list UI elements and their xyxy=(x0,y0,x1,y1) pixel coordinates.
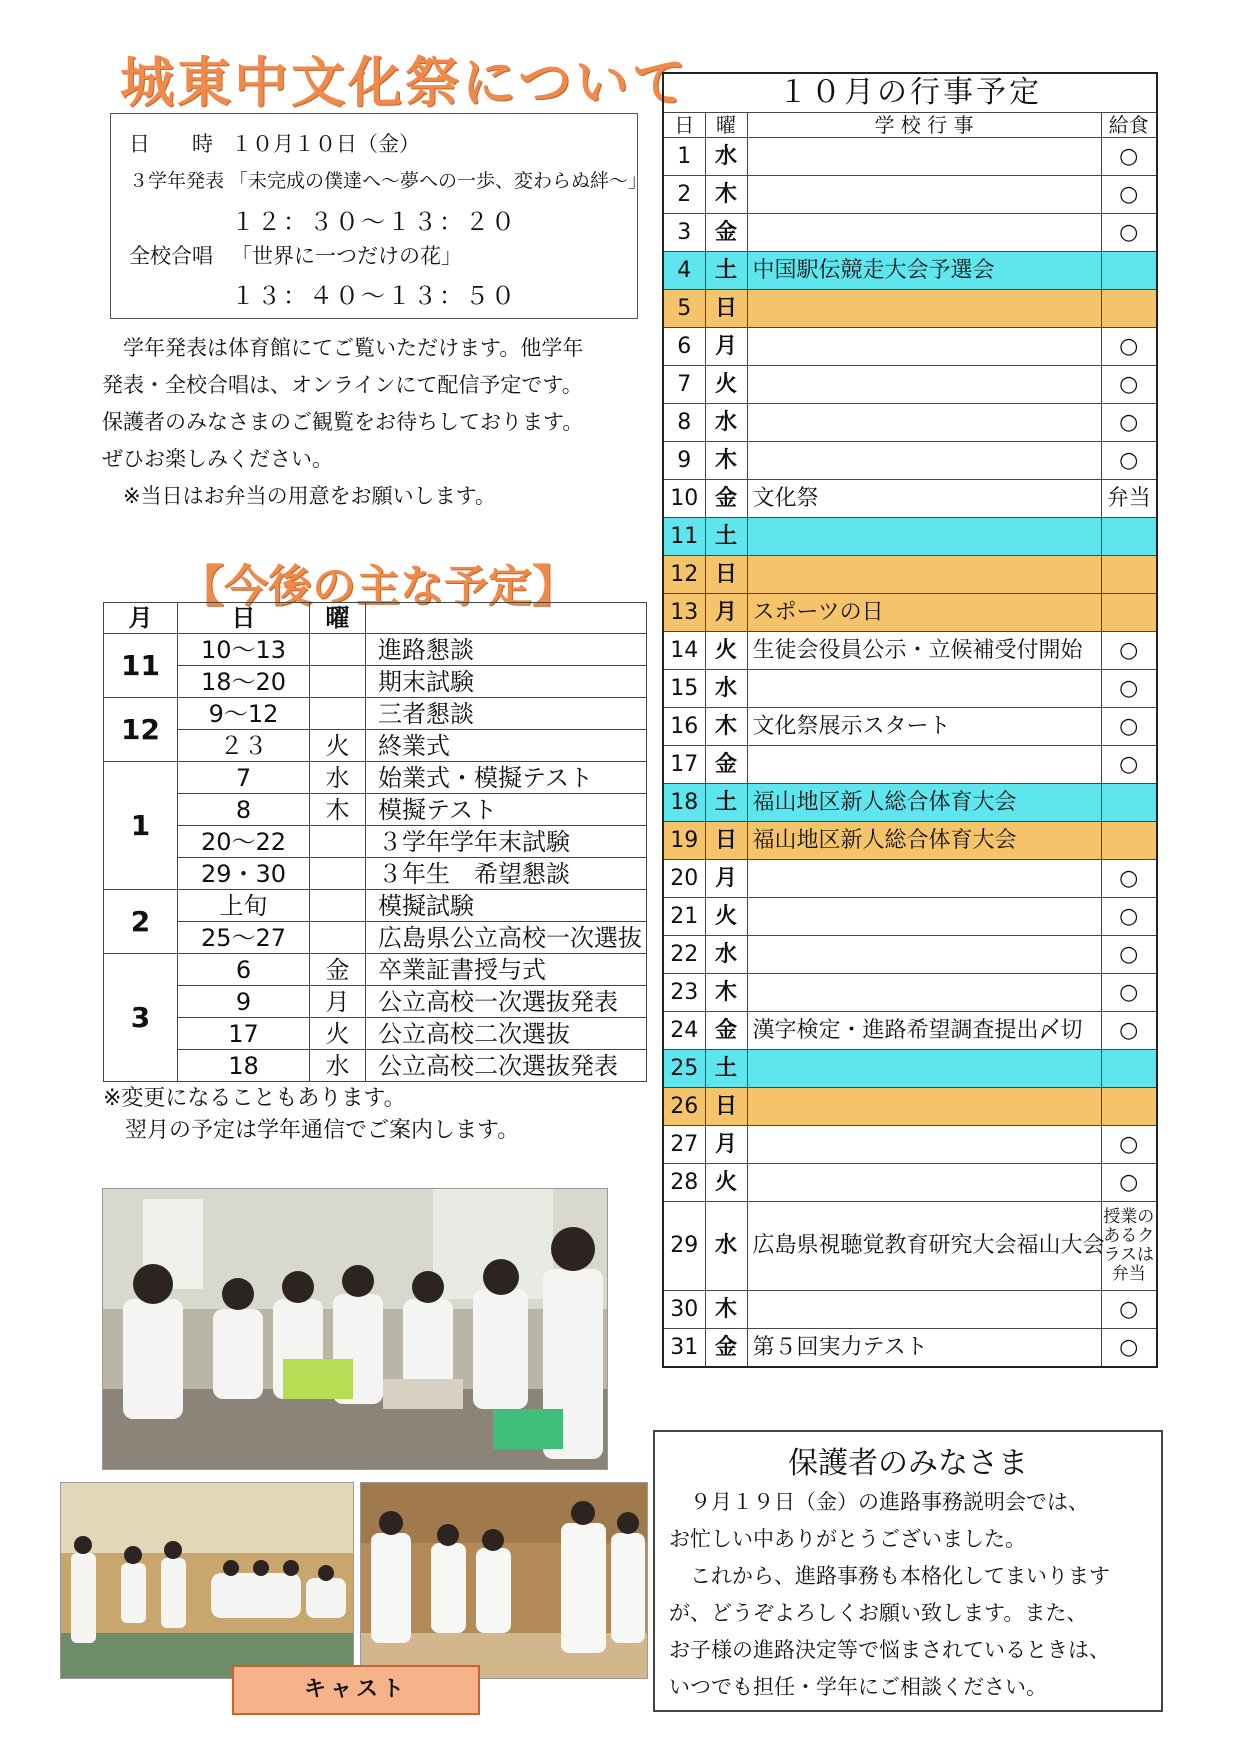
calendar-day: 12 xyxy=(663,556,705,594)
photo-rehearsal-gym-2 xyxy=(360,1482,648,1679)
calendar-lunch: ○ xyxy=(1101,1012,1157,1050)
calendar-dow: 火 xyxy=(705,898,747,936)
date-label: 日 時 xyxy=(129,132,213,156)
calendar-dow: 月 xyxy=(705,594,747,632)
calendar-day: 4 xyxy=(663,252,705,290)
schedule-event: 卒業証書授与式 xyxy=(366,954,647,986)
schedule-table xyxy=(103,602,647,1082)
schedule-dow: 水 xyxy=(310,762,366,794)
calendar-lunch: ○ xyxy=(1101,974,1157,1012)
schedule-day: 6 xyxy=(178,954,310,986)
calendar-header-event: 学 校 行 事 xyxy=(747,113,1101,138)
festival-desc-line: ※当日はお弁当の用意をお願いします。 xyxy=(102,484,496,508)
calendar-event xyxy=(747,518,1101,556)
calendar-day: 17 xyxy=(663,746,705,784)
calendar-dow: 金 xyxy=(705,1329,747,1368)
cast-label: キャスト xyxy=(232,1665,480,1715)
calendar-lunch: ○ xyxy=(1101,1164,1157,1202)
calendar-day: 24 xyxy=(663,1012,705,1050)
calendar-event xyxy=(747,936,1101,974)
schedule-notes xyxy=(103,1083,663,1147)
calendar-day: 23 xyxy=(663,974,705,1012)
calendar-row xyxy=(663,632,1157,670)
calendar-day: 30 xyxy=(663,1291,705,1329)
schedule-event: 模擬試験 xyxy=(366,890,647,922)
guardians-line: お子様の進路決定等で悩まされているときは、 xyxy=(669,1638,1110,1662)
calendar-event: 第５回実力テスト xyxy=(747,1329,1101,1368)
festival-description xyxy=(102,330,642,515)
calendar-row xyxy=(663,480,1157,518)
schedule-day: 上旬 xyxy=(178,890,310,922)
calendar-dow: 土 xyxy=(705,1050,747,1088)
calendar-event: 広島県視聴覚教育研究大会福山大会 xyxy=(747,1202,1101,1291)
schedule-row xyxy=(104,1050,647,1082)
schedule-day: 17 xyxy=(178,1018,310,1050)
calendar-dow: 土 xyxy=(705,518,747,556)
calendar-lunch: ○ xyxy=(1101,404,1157,442)
calendar-day: 1 xyxy=(663,138,705,176)
festival-title: 城東中文化祭について xyxy=(120,51,689,114)
calendar-event: 生徒会役員公示・立候補受付開始 xyxy=(747,632,1101,670)
photo-gym2-image xyxy=(361,1483,647,1678)
schedule-day: 9 xyxy=(178,986,310,1018)
schedule-day: 25～27 xyxy=(178,922,310,954)
calendar-dow: 金 xyxy=(705,746,747,784)
calendar-header-day: 日 xyxy=(663,113,705,138)
calendar-row xyxy=(663,556,1157,594)
schedule-row xyxy=(104,858,647,890)
calendar-lunch: ○ xyxy=(1101,936,1157,974)
schedule-row xyxy=(104,890,647,922)
calendar-day: 31 xyxy=(663,1329,705,1368)
calendar-dow: 日 xyxy=(705,822,747,860)
calendar-lunch: 授業のあるクラスは弁当 xyxy=(1101,1202,1157,1291)
schedule-row xyxy=(104,986,647,1018)
calendar-event xyxy=(747,746,1101,784)
calendar-dow: 木 xyxy=(705,974,747,1012)
schedule-day: 8 xyxy=(178,794,310,826)
calendar-day: 22 xyxy=(663,936,705,974)
grade3-time: １２：３０～１３：２０ xyxy=(231,208,517,236)
calendar-event xyxy=(747,898,1101,936)
calendar-event: 文化祭 xyxy=(747,480,1101,518)
calendar-row xyxy=(663,366,1157,404)
calendar-dow: 木 xyxy=(705,176,747,214)
calendar-event: スポーツの日 xyxy=(747,594,1101,632)
choir-label: 全校合唱 xyxy=(129,244,213,268)
grade3-title: 「未完成の僕達へ～夢への一歩、変わらぬ絆～」 xyxy=(229,170,648,192)
calendar-event xyxy=(747,328,1101,366)
calendar-row xyxy=(663,670,1157,708)
calendar-lunch: ○ xyxy=(1101,1126,1157,1164)
calendar-dow: 月 xyxy=(705,328,747,366)
schedule-row xyxy=(104,1018,647,1050)
schedule-dow xyxy=(310,826,366,858)
schedule-dow: 木 xyxy=(310,794,366,826)
schedule-dow: 金 xyxy=(310,954,366,986)
calendar-row xyxy=(663,518,1157,556)
calendar-lunch: ○ xyxy=(1101,366,1157,404)
calendar-row xyxy=(663,1050,1157,1088)
calendar-row xyxy=(663,1164,1157,1202)
schedule-month: 2 xyxy=(104,890,178,954)
guardians-line: が、どうぞよろしくお願い致します。また、 xyxy=(669,1601,1088,1625)
calendar-row xyxy=(663,936,1157,974)
schedule-dow xyxy=(310,890,366,922)
calendar-header-lunch: 給食 xyxy=(1101,113,1157,138)
calendar-event xyxy=(747,176,1101,214)
festival-info-box xyxy=(110,113,648,319)
schedule-day: 18 xyxy=(178,1050,310,1082)
schedule-dow: 火 xyxy=(310,1018,366,1050)
calendar-event xyxy=(747,1050,1101,1088)
schedule-event: 進路懇談 xyxy=(366,634,647,666)
calendar-dow: 水 xyxy=(705,670,747,708)
calendar-day: 18 xyxy=(663,784,705,822)
choir-title: 「世界に一つだけの花」 xyxy=(231,244,462,268)
calendar-lunch: ○ xyxy=(1101,328,1157,366)
schedule-row xyxy=(104,922,647,954)
calendar-lunch: ○ xyxy=(1101,746,1157,784)
schedule-day: 18～20 xyxy=(178,666,310,698)
calendar-row xyxy=(663,1126,1157,1164)
calendar-day: 26 xyxy=(663,1088,705,1126)
calendar-day: 7 xyxy=(663,366,705,404)
calendar-row xyxy=(663,1329,1157,1368)
photo-rehearsal-classroom xyxy=(102,1188,608,1470)
calendar-dow: 土 xyxy=(705,784,747,822)
date-value: １０月１０日（金） xyxy=(231,132,420,156)
schedule-dow xyxy=(310,922,366,954)
calendar-dow: 火 xyxy=(705,366,747,404)
schedule-row xyxy=(104,954,647,986)
calendar-event xyxy=(747,214,1101,252)
calendar-dow: 火 xyxy=(705,632,747,670)
schedule-dow xyxy=(310,698,366,730)
schedule-day: 29・30 xyxy=(178,858,310,890)
calendar-dow: 木 xyxy=(705,1291,747,1329)
schedule-day: 7 xyxy=(178,762,310,794)
calendar-row xyxy=(663,328,1157,366)
schedule-row xyxy=(104,634,647,666)
guardians-title: 保護者のみなさま xyxy=(788,1446,1028,1481)
calendar-row xyxy=(663,138,1157,176)
calendar-dow: 水 xyxy=(705,1202,747,1291)
calendar-day: 3 xyxy=(663,214,705,252)
guardians-line: いつでも担任・学年にご相談ください。 xyxy=(669,1675,1047,1699)
schedule-row xyxy=(104,698,647,730)
calendar-row xyxy=(663,214,1157,252)
calendar-row xyxy=(663,1291,1157,1329)
calendar-event: 中国駅伝競走大会予選会 xyxy=(747,252,1101,290)
schedule-day: 9～12 xyxy=(178,698,310,730)
schedule-dow xyxy=(310,858,366,890)
calendar-dow: 金 xyxy=(705,214,747,252)
calendar-row xyxy=(663,290,1157,328)
calendar-lunch: ○ xyxy=(1101,860,1157,898)
calendar-lunch: ○ xyxy=(1101,1291,1157,1329)
calendar-row xyxy=(663,442,1157,480)
calendar-header-dow: 曜 xyxy=(705,113,747,138)
calendar-day: 9 xyxy=(663,442,705,480)
schedule-event: 公立高校二次選抜発表 xyxy=(366,1050,647,1082)
calendar-day: 20 xyxy=(663,860,705,898)
schedule-event: 三者懇談 xyxy=(366,698,647,730)
schedule-event: 広島県公立高校一次選抜 xyxy=(366,922,647,954)
schedule-month: 3 xyxy=(104,954,178,1082)
schedule-day: 10～13 xyxy=(178,634,310,666)
calendar-day: 6 xyxy=(663,328,705,366)
calendar-row xyxy=(663,822,1157,860)
schedule-dow: 水 xyxy=(310,1050,366,1082)
calendar-event xyxy=(747,670,1101,708)
schedule-row xyxy=(104,762,647,794)
calendar-day: 28 xyxy=(663,1164,705,1202)
festival-desc-line: ぜひお楽しみください。 xyxy=(102,447,333,471)
calendar-lunch: ○ xyxy=(1101,214,1157,252)
schedule-day: 20～22 xyxy=(178,826,310,858)
calendar-dow: 土 xyxy=(705,252,747,290)
calendar-row xyxy=(663,784,1157,822)
schedule-dow xyxy=(310,666,366,698)
calendar-event: 福山地区新人総合体育大会 xyxy=(747,822,1101,860)
calendar-event xyxy=(747,138,1101,176)
calendar-dow: 金 xyxy=(705,480,747,518)
calendar-row xyxy=(663,860,1157,898)
calendar-lunch xyxy=(1101,594,1157,632)
calendar-dow: 月 xyxy=(705,1126,747,1164)
calendar-lunch: ○ xyxy=(1101,442,1157,480)
calendar-title: １０月の行事予定 xyxy=(663,73,1157,113)
choir-time: １３：４０～１３：５０ xyxy=(231,282,517,310)
calendar-event xyxy=(747,974,1101,1012)
calendar-day: 16 xyxy=(663,708,705,746)
calendar-dow: 水 xyxy=(705,936,747,974)
festival-desc-line: 学年発表は体育館にてご覧いただけます。他学年 xyxy=(102,336,584,360)
calendar-event: 漢字検定・進路希望調査提出〆切 xyxy=(747,1012,1101,1050)
calendar-row xyxy=(663,974,1157,1012)
calendar-event: 福山地区新人総合体育大会 xyxy=(747,784,1101,822)
schedule-month: 11 xyxy=(104,634,178,698)
schedule-event: 公立高校二次選抜 xyxy=(366,1018,647,1050)
photo-gym1-image xyxy=(61,1483,353,1678)
calendar-event xyxy=(747,860,1101,898)
calendar-row xyxy=(663,404,1157,442)
calendar-dow: 水 xyxy=(705,404,747,442)
schedule-event: ３学年学年末試験 xyxy=(366,826,647,858)
calendar-row xyxy=(663,746,1157,784)
calendar-lunch xyxy=(1101,822,1157,860)
festival-desc-line: 保護者のみなさまのご観覧をお待ちしております。 xyxy=(102,410,584,434)
calendar-day: 15 xyxy=(663,670,705,708)
calendar-event xyxy=(747,1164,1101,1202)
calendar-lunch xyxy=(1101,290,1157,328)
calendar-day: 27 xyxy=(663,1126,705,1164)
schedule-event: 終業式 xyxy=(366,730,647,762)
calendar-day: 19 xyxy=(663,822,705,860)
schedule-dow: 月 xyxy=(310,986,366,1018)
schedule-month: 12 xyxy=(104,698,178,762)
calendar-lunch xyxy=(1101,1088,1157,1126)
calendar-lunch: ○ xyxy=(1101,670,1157,708)
calendar-row xyxy=(663,1088,1157,1126)
calendar-day: 10 xyxy=(663,480,705,518)
schedule-note: ※変更になることもあります。 xyxy=(103,1086,406,1111)
schedule-dow xyxy=(310,634,366,666)
schedule-event: 公立高校一次選抜発表 xyxy=(366,986,647,1018)
photo-classroom-image xyxy=(103,1189,607,1469)
festival-desc-line: 発表・全校合唱は、オンラインにて配信予定です。 xyxy=(102,373,583,397)
calendar-event xyxy=(747,1088,1101,1126)
calendar-row xyxy=(663,176,1157,214)
calendar-event xyxy=(747,442,1101,480)
calendar-lunch xyxy=(1101,1050,1157,1088)
guardians-line: ９月１９日（金）の進路事務説明会では、 xyxy=(669,1490,1089,1514)
calendar-day: 29 xyxy=(663,1202,705,1291)
guardians-line: お忙しい中ありがとうございました。 xyxy=(669,1527,1026,1551)
calendar-day: 8 xyxy=(663,404,705,442)
schedule-event: ３年生 希望懇談 xyxy=(366,858,647,890)
calendar-row xyxy=(663,594,1157,632)
schedule-note: 翌月の予定は学年通信でご案内します。 xyxy=(103,1118,520,1143)
calendar-event xyxy=(747,1291,1101,1329)
calendar-lunch: ○ xyxy=(1101,138,1157,176)
calendar-event xyxy=(747,290,1101,328)
calendar-row xyxy=(663,1202,1157,1291)
schedule-header-row xyxy=(104,603,647,634)
calendar-lunch: ○ xyxy=(1101,632,1157,670)
schedule-event: 模擬テスト xyxy=(366,794,647,826)
calendar-row xyxy=(663,252,1157,290)
calendar-lunch: ○ xyxy=(1101,176,1157,214)
calendar-dow: 月 xyxy=(705,860,747,898)
calendar-event: 文化祭展示スタート xyxy=(747,708,1101,746)
schedule-row xyxy=(104,666,647,698)
schedule-event: 期末試験 xyxy=(366,666,647,698)
schedule-row xyxy=(104,826,647,858)
calendar-lunch xyxy=(1101,252,1157,290)
schedule-dow: 火 xyxy=(310,730,366,762)
calendar-lunch: 弁当 xyxy=(1101,480,1157,518)
grade3-label: ３学年発表 xyxy=(129,170,225,192)
calendar-day: 5 xyxy=(663,290,705,328)
calendar-event xyxy=(747,404,1101,442)
calendar-dow: 木 xyxy=(705,708,747,746)
schedule-day: ２３ xyxy=(178,730,310,762)
calendar-row xyxy=(663,1012,1157,1050)
calendar-lunch xyxy=(1101,784,1157,822)
october-calendar xyxy=(662,72,1158,1368)
calendar-dow: 金 xyxy=(705,1012,747,1050)
schedule-header-event xyxy=(366,603,647,634)
schedule-title: 【今後の主な予定】 xyxy=(180,561,576,612)
calendar-lunch: ○ xyxy=(1101,898,1157,936)
calendar-event xyxy=(747,1126,1101,1164)
calendar-dow: 日 xyxy=(705,290,747,328)
calendar-event xyxy=(747,556,1101,594)
calendar-lunch: ○ xyxy=(1101,708,1157,746)
schedule-month: 1 xyxy=(104,762,178,890)
calendar-dow: 日 xyxy=(705,1088,747,1126)
calendar-day: 14 xyxy=(663,632,705,670)
calendar-dow: 火 xyxy=(705,1164,747,1202)
calendar-lunch xyxy=(1101,518,1157,556)
photo-rehearsal-gym-1 xyxy=(60,1482,354,1679)
calendar-dow: 日 xyxy=(705,556,747,594)
calendar-event xyxy=(747,366,1101,404)
schedule-event: 始業式・模擬テスト xyxy=(366,762,647,794)
calendar-day: 25 xyxy=(663,1050,705,1088)
schedule-header-dow: 曜 xyxy=(310,603,366,634)
calendar-lunch xyxy=(1101,556,1157,594)
calendar-day: 21 xyxy=(663,898,705,936)
calendar-row xyxy=(663,708,1157,746)
guardians-line: これから、進路事務も本格化してまいります xyxy=(669,1564,1110,1588)
calendar-day: 11 xyxy=(663,518,705,556)
calendar-dow: 水 xyxy=(705,138,747,176)
schedule-row xyxy=(104,794,647,826)
schedule-header-day: 日 xyxy=(178,603,310,634)
calendar-dow: 木 xyxy=(705,442,747,480)
schedule-header-month: 月 xyxy=(104,603,178,634)
guardians-body xyxy=(669,1484,1159,1706)
schedule-row xyxy=(104,730,647,762)
calendar-lunch: ○ xyxy=(1101,1329,1157,1368)
calendar-day: 2 xyxy=(663,176,705,214)
guardians-message-box xyxy=(653,1430,1163,1712)
calendar-day: 13 xyxy=(663,594,705,632)
calendar-row xyxy=(663,898,1157,936)
